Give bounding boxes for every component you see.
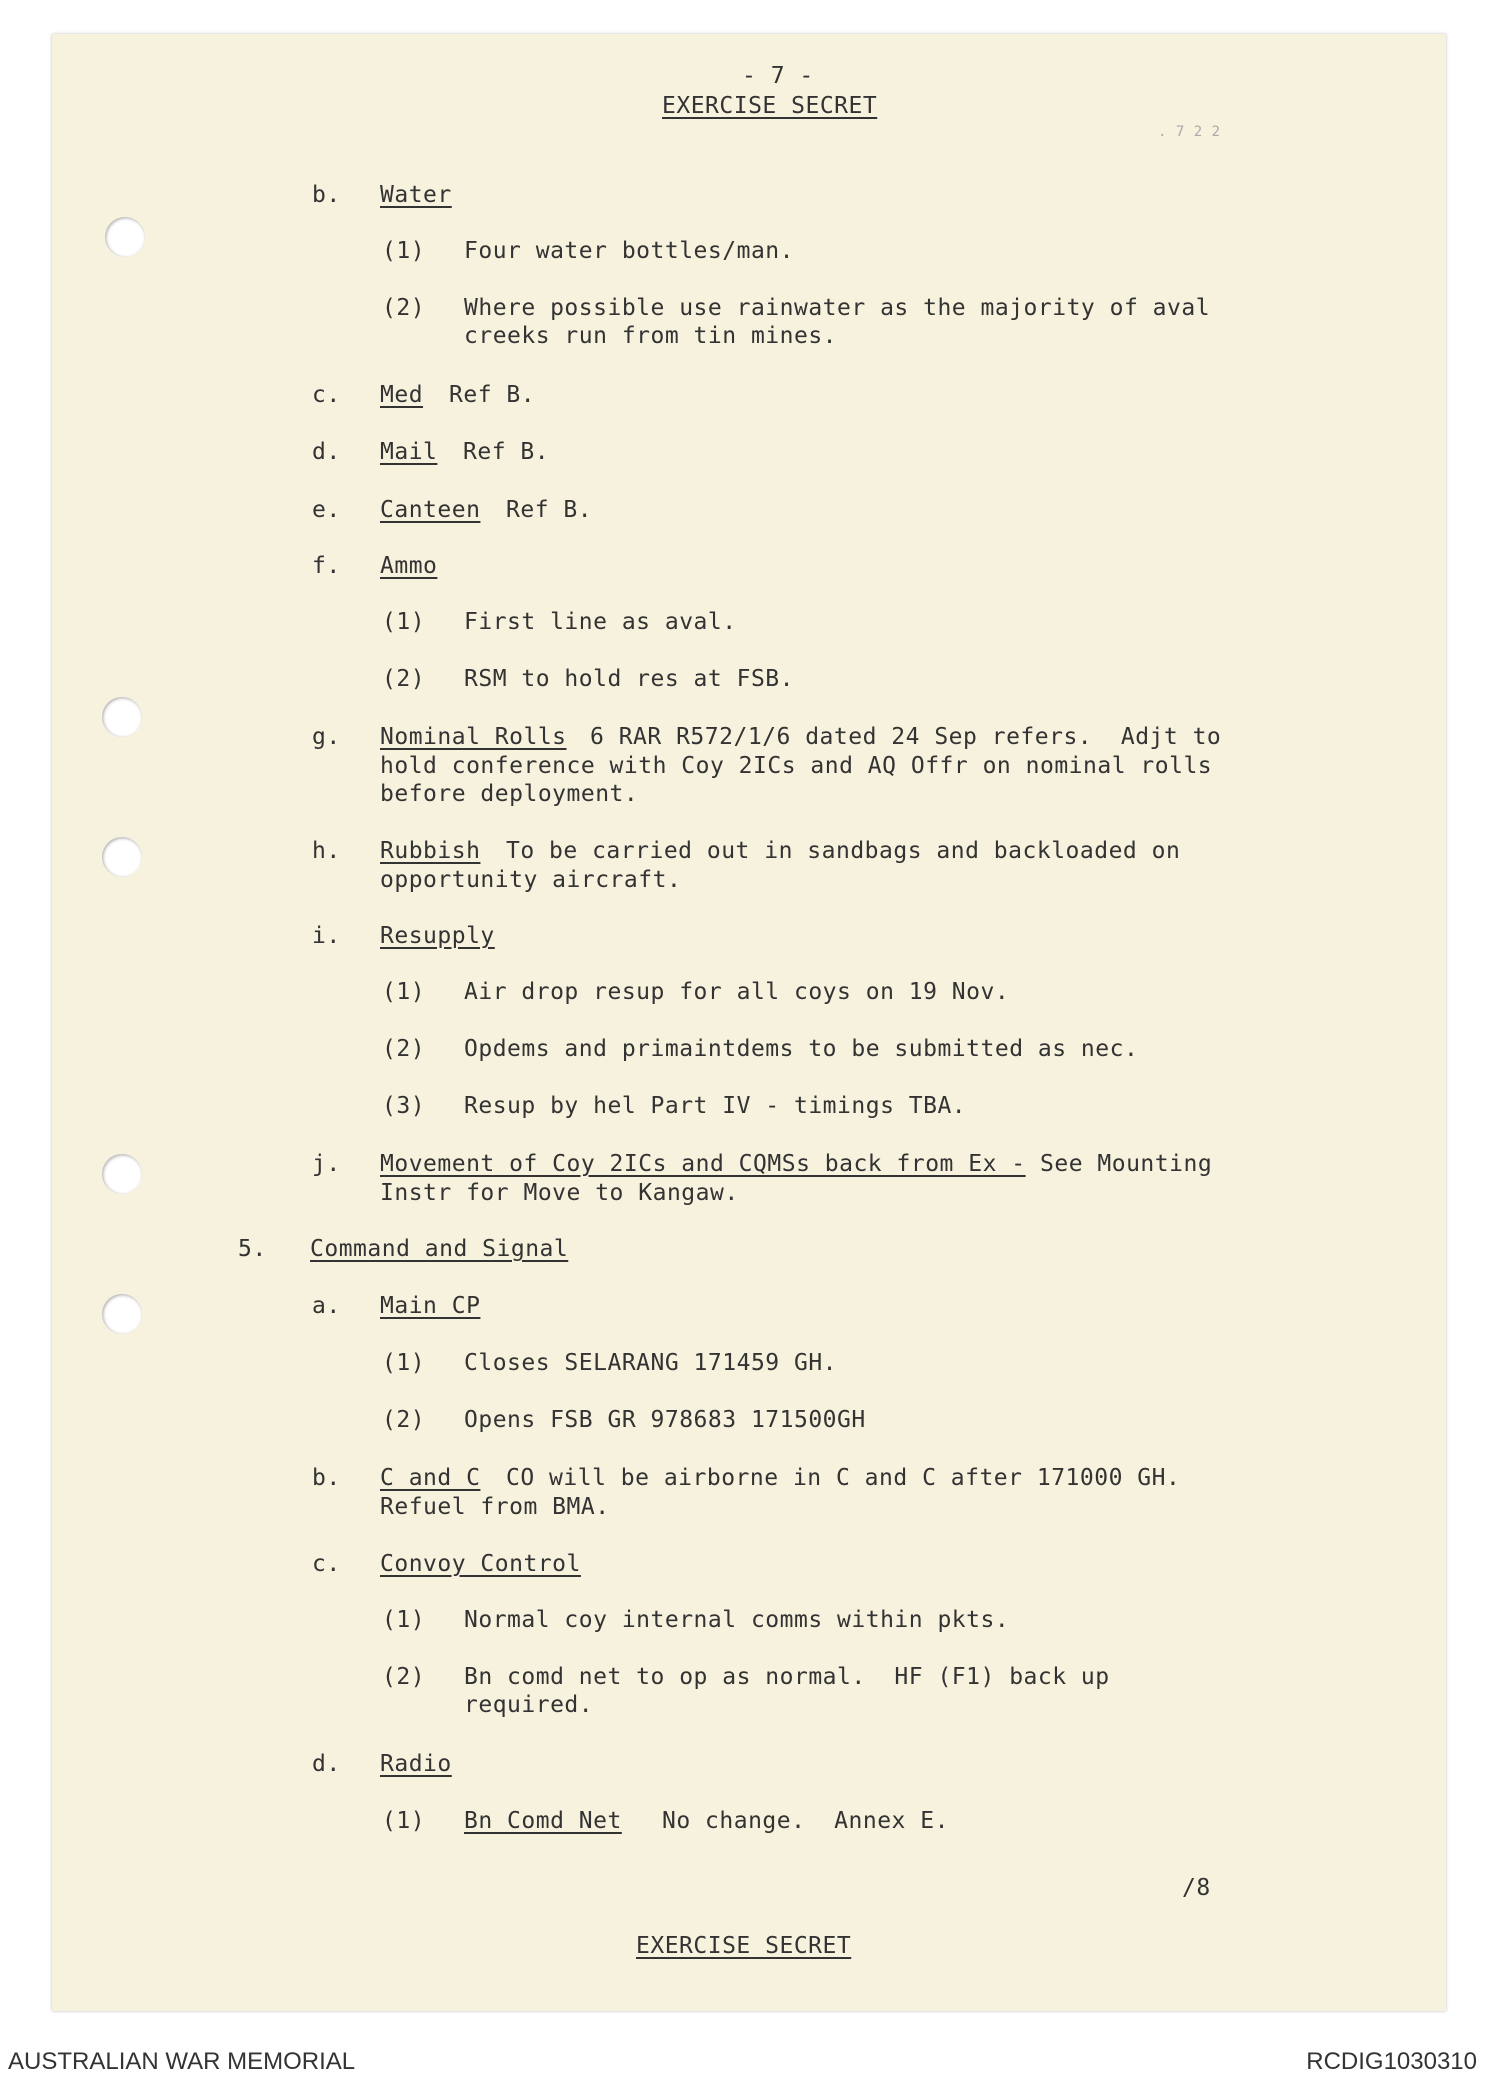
item-number: (1) — [382, 238, 426, 264]
item-number: (2) — [382, 1407, 426, 1433]
item-number: (1) — [382, 609, 426, 635]
para-marker: b. — [312, 182, 341, 208]
section-text: 6 RAR R572/1/6 dated 24 Sep refers. Adjt to — [590, 724, 1222, 750]
item-number: (3) — [382, 1093, 426, 1119]
punch-hole — [105, 217, 145, 257]
item-number: (1) — [382, 1350, 426, 1376]
section-heading: C and C — [380, 1465, 481, 1491]
para-marker: j. — [312, 1151, 341, 1177]
section-text: To be carried out in sandbags and backloaded on — [506, 838, 1181, 864]
para-marker: c. — [312, 382, 341, 408]
para-marker: d. — [312, 1751, 341, 1777]
archive-stamp: . 7 2 2 — [1158, 124, 1221, 140]
para-marker: i. — [312, 923, 341, 949]
item-text: Bn comd net to op as normal. HF (F1) back up required. — [464, 1664, 1110, 1718]
item-text: First line as aval. — [464, 609, 737, 635]
section-heading: Med — [380, 382, 424, 408]
section-text: CO will be airborne in C and C after 171000 GH. — [506, 1465, 1181, 1491]
section-text: Ref B. — [506, 497, 593, 523]
item-text: Resup by hel Part IV - timings TBA. — [464, 1093, 967, 1119]
page-continuation: /8 — [1182, 1875, 1211, 1901]
item-number: (1) — [382, 1808, 426, 1834]
item-text: Air drop resup for all coys on 19 Nov. — [464, 979, 1010, 1005]
item-text: Where possible use rainwater as the majority of aval creeks run from tin mines. — [464, 295, 1211, 349]
archive-id: RCDIG1030310 — [1306, 2048, 1477, 2075]
section-text-continued: hold conference with Coy 2ICs and AQ Offr on nominal rolls before deployment. — [380, 753, 1213, 807]
item-number: (1) — [382, 1607, 426, 1633]
section-text: Ref B. — [449, 382, 536, 408]
section-heading: Nominal Rolls — [380, 724, 567, 750]
section-text-continued: Refuel from BMA. — [380, 1494, 610, 1520]
item-number: (2) — [382, 666, 426, 692]
section-heading: Canteen — [380, 497, 481, 523]
section-heading: Main CP — [380, 1293, 481, 1319]
section-heading: Convoy Control — [380, 1551, 581, 1577]
item-text: RSM to hold res at FSB. — [464, 666, 794, 692]
section-heading: Movement of Coy 2ICs and CQMSs back from Ex - — [380, 1151, 1026, 1177]
item-text: Closes SELARANG 171459 GH. — [464, 1350, 838, 1376]
punch-hole — [102, 1294, 142, 1334]
para-number: 5. — [238, 1236, 267, 1262]
item-text: Opdems and primaintdems to be submitted as nec. — [464, 1036, 1139, 1062]
section-heading: Rubbish — [380, 838, 481, 864]
para-marker: b. — [312, 1465, 341, 1491]
classification-footer: EXERCISE SECRET — [636, 1933, 852, 1959]
para-marker: h. — [312, 838, 341, 864]
section-heading: Resupply — [380, 923, 495, 949]
section-text-continued: Instr for Move to Kangaw. — [380, 1180, 739, 1206]
section-heading: Ammo — [380, 553, 438, 579]
para-marker: a. — [312, 1293, 341, 1319]
punch-hole — [102, 1154, 142, 1194]
section-text: Ref B. — [463, 439, 550, 465]
item-number: (2) — [382, 1036, 426, 1062]
section-text: See Mounting — [1040, 1151, 1213, 1177]
item-text: Normal coy internal comms within pkts. — [464, 1607, 1010, 1633]
punch-hole — [102, 837, 142, 877]
punch-hole — [102, 697, 142, 737]
section-heading: Radio — [380, 1751, 452, 1777]
item-number: (2) — [382, 295, 426, 321]
item-text: Opens FSB GR 978683 171500GH — [464, 1407, 866, 1433]
section-heading: Water — [380, 182, 452, 208]
para-marker: e. — [312, 497, 341, 523]
para-marker: c. — [312, 1551, 341, 1577]
section-heading: Command and Signal — [310, 1236, 569, 1262]
para-marker: f. — [312, 553, 341, 579]
para-marker: g. — [312, 724, 341, 750]
section-text-continued: opportunity aircraft. — [380, 867, 682, 893]
section-heading: Mail — [380, 439, 438, 465]
para-marker: d. — [312, 439, 341, 465]
classification-header: EXERCISE SECRET — [662, 93, 878, 119]
item-number: (1) — [382, 979, 426, 1005]
item-text: Four water bottles/man. — [464, 238, 794, 264]
item-label: Bn Comd Net — [464, 1808, 622, 1834]
item-text: No change. Annex E. — [662, 1808, 949, 1834]
page-number: - 7 - — [742, 63, 814, 89]
item-number: (2) — [382, 1664, 426, 1690]
archive-credit: AUSTRALIAN WAR MEMORIAL — [8, 2048, 356, 2075]
